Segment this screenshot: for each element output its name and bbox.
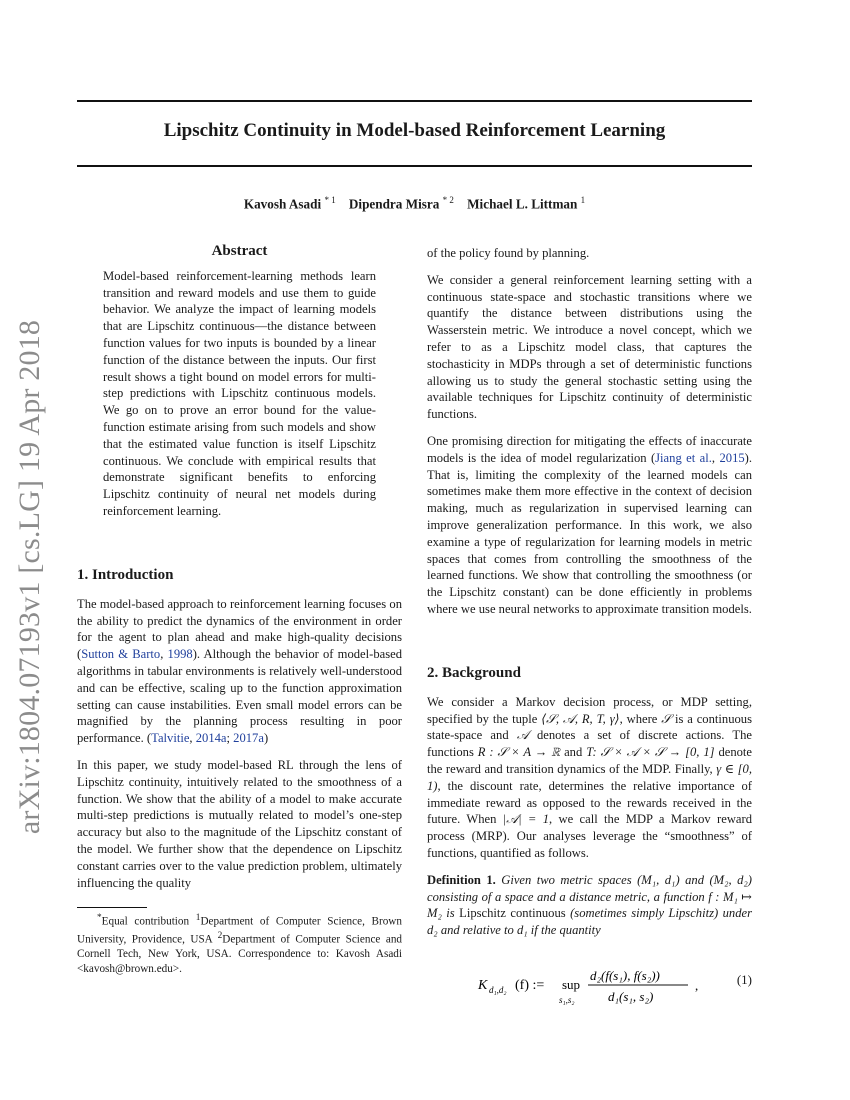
author-marks: 1 <box>580 195 586 205</box>
author-name[interactable]: Michael L. Littman <box>467 196 578 212</box>
equation-1 <box>427 962 752 1008</box>
equation-body <box>452 962 702 1008</box>
author-name[interactable]: Kavosh Asadi <box>243 196 322 212</box>
intro-paragraph-2: In this paper, we study model-based RL through the lens of Lipschitz continuity, intuitively related to the smoothness of a function. We show that the ability of a model to make accurate multi-step predictions is mutually related to model’s one-step accuracy but also to the magnitude of the Lipschitz constant of the model. We further show that the dependence on Lipschitz constant carries over to the value prediction problem, ultimately influencing the quality <box>77 757 402 890</box>
author-marks: * 2 <box>442 195 454 205</box>
svg-text:sup: sup <box>562 977 581 992</box>
intro-heading: 1. Introduction <box>77 567 174 583</box>
equation-number: (1) <box>736 972 752 987</box>
right-paragraph-1: We consider a general reinforcement learning setting with a continuous state-space and stochastic transitions where we quantify the distance between distributions using the Wasserstein metric. We introduce a novel concept, which we refer to as a Lipschitz model class, that captures the stochasticity in MDPs through a set of deterministic functions allowing us to study the general stochastic setting using the available techniques for Lipschitz continuity of deterministic functions. <box>427 272 752 422</box>
svg-text:K: K <box>478 978 488 993</box>
arxiv-side-stamp[interactable]: arXiv:1804.07193v1 [cs.LG] 19 Apr 2018 <box>13 319 46 835</box>
citation-link[interactable]: 2017a <box>233 731 264 746</box>
citation-link[interactable]: 2015 <box>719 450 745 465</box>
paper-title: Lipschitz Continuity in Model-based Reinforcement Learning <box>163 120 666 141</box>
intro-section <box>77 567 402 901</box>
right-paragraph-0: of the policy found by planning. <box>427 246 590 260</box>
svg-text:s₁,s₂: s₁,s₂ <box>559 995 575 1005</box>
abstract-text: Model-based reinforcement-learning methods learn transition and reward models and use them to guide behavior. We analyze the impact of learning models that are Lipschitz continuous—the distance between function values for two inputs is bounded by a linear function of the distance between the inputs. Our first result shows a tight bound on model errors for multi-step predictions with Lipschitz continuous models. We go on to prove an error bound for the value-function estimate arising from such models and show that the estimated value function is itself Lipschitz continuous. We conclude with empirical results that demonstrate significant benefits to enforcing Lipschitz continuity of neural net models during reinforcement learning. <box>103 268 376 518</box>
definition-1: Definition 1. Given two metric spaces (M₁, d₁) and (M₂, d₂) consisting of a space and a distance metric, a function f : M₁ ↦ M₂ is Lipschitz continuous (sometimes simply Lipschitz) under d₂ and relative to d₁ if the quantity <box>427 872 752 938</box>
svg-text:,: , <box>695 978 699 993</box>
citation-link[interactable]: Jiang et al. <box>655 450 712 465</box>
footnote: *Equal contribution $^1$Department of Computer Science, Brown University, Providence, USA $^2$Department of Computer Science and Cornell Tech, New York, USA. Correspondence to: Kavosh Asadi <kavosh@brown.edu>. <box>77 913 403 975</box>
footnote-rule <box>77 907 147 908</box>
citation-link[interactable]: Sutton & Barto <box>81 647 161 662</box>
svg-text:d₁(s₁, s₂): d₁(s₁, s₂) <box>608 989 654 1004</box>
title-bottom-rule <box>77 165 752 167</box>
citation-link[interactable]: 1998 <box>167 647 193 662</box>
author-marks: * 1 <box>324 195 336 205</box>
citation-link[interactable]: Talvitie <box>151 731 190 746</box>
background-section <box>427 665 752 949</box>
title-top-rule <box>77 100 752 102</box>
svg-text:d₁,d₂: d₁,d₂ <box>489 985 507 995</box>
abstract-heading: Abstract <box>211 243 268 259</box>
svg-text:d₂(f(s₁), f(s₂)): d₂(f(s₁), f(s₂)) <box>590 968 660 983</box>
citation-link[interactable]: 2014a <box>195 731 227 746</box>
right-column <box>427 245 752 628</box>
svg-text:(f) :=: (f) := <box>515 978 545 993</box>
author-list <box>77 195 752 212</box>
background-heading: 2. Background <box>427 665 521 681</box>
background-paragraph: We consider a Markov decision process, or MDP setting, specified by the tuple ⟨𝒮, 𝒜, R, T, γ⟩, where 𝒮 is a continuous state-space and 𝒜 denotes a set of discrete actions. The functions R : 𝒮 × A → ℝ and T: 𝒮 × 𝒜 × 𝒮 → [0, 1] denote the reward and transition dynamics of the MDP. Finally, γ ∈ [0, 1), the discount rate, determines the relative importance of immediate reward as opposed to the rewards received in the future. When |𝒜| = 1, we call the MDP a Markov reward process (MRP). Our analyses leverage the “smoothness” of functions, quantified as follows. <box>427 694 753 860</box>
right-paragraph-2: One promising direction for mitigating the effects of inaccurate models is the idea of model regularization (Jiang et al., 2015). That is, limiting the complexity of the learned models can sometimes make them more effective in the context of decision making, much as regularization in supervised learning can improve generalization performance. In this work, we also examine a type of regularization for learning models in metric spaces that comes from controlling the smoothness of the learned functions. We show that controlling the smoothness (or the Lipschitz constant) can be done efficiently in problems where we use neural networks to approximate transition models. <box>427 433 753 616</box>
left-column <box>77 243 402 520</box>
intro-paragraph-1: The model-based approach to reinforcement learning focuses on the ability to predict the dynamics of the environment in order for the agent to plan ahead and make high-quality decisions (Sutton & Barto, 1998). Although the behavior of model-based algorithms in tabular environments is relatively well-understood and can be effective, scaling up to the function approximation setting can cause instabilities. Even small model errors can be magnified by the planning process resulting in poor performance. (Talvitie, 2014a; 2017a) <box>77 596 403 746</box>
author-name[interactable]: Dipendra Misra <box>348 196 440 212</box>
